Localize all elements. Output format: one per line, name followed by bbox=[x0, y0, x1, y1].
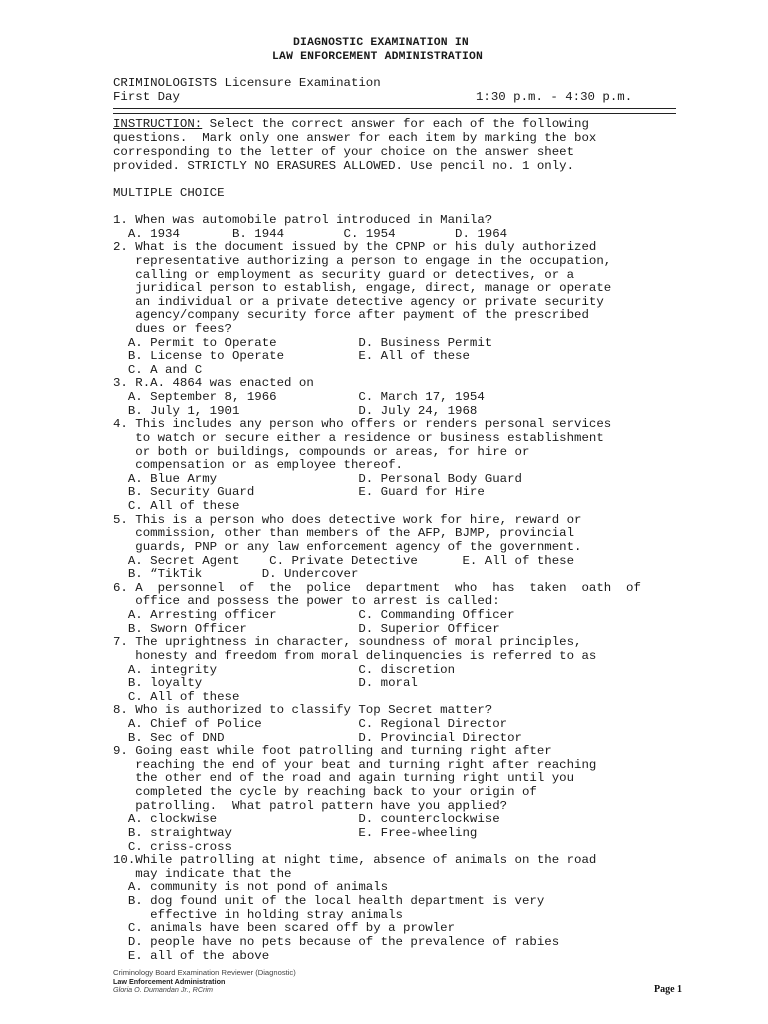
page-number: Page 1 bbox=[654, 984, 683, 995]
instruction-text-1: Select the correct answer for each of the following bbox=[202, 117, 589, 131]
answer-line: effective in holding stray animals bbox=[113, 907, 403, 922]
answer-line: reaching the end of your beat and turning right after reaching bbox=[113, 757, 597, 772]
answer-line: agency/company security force after payment of the prescribed bbox=[113, 308, 589, 323]
exam-name: CRIMINOLOGISTS Licensure Examination bbox=[113, 76, 381, 90]
exam-day: First Day bbox=[113, 90, 180, 104]
answer-line: commission, other than members of the AFP, BJMP, provincial bbox=[113, 526, 575, 541]
answer-line: B. “TikTik D. Undercover bbox=[113, 567, 359, 582]
answer-line: office and possess the power to arrest is called: bbox=[113, 594, 500, 609]
question-stem-line: 10.While patrolling at night time, absence of animals on the road bbox=[113, 853, 597, 868]
question-stem-line: 3. R.A. 4864 was enacted on bbox=[113, 376, 314, 391]
instruction-line-3: corresponding to the letter of your choice on the answer sheet bbox=[113, 145, 575, 159]
answer-line: B. Sworn Officer D. Superior Officer bbox=[113, 621, 500, 636]
answer-line: to watch or secure either a residence or business establishment bbox=[113, 430, 604, 445]
question-stem-line: 7. The uprightness in character, soundness of moral principles, bbox=[113, 635, 582, 650]
answer-line: A. Permit to Operate D. Business Permit bbox=[113, 335, 493, 350]
answer-line: B. Security Guard E. Guard for Hire bbox=[113, 485, 485, 500]
answer-line: juridical person to establish, engage, direct, manage or operate bbox=[113, 281, 612, 296]
answer-line: representative authorizing a person to engage in the occupation, bbox=[113, 253, 612, 268]
answer-line: A. clockwise D. counterclockwise bbox=[113, 812, 500, 827]
question-stem-line: 4. This includes any person who offers or renders personal services bbox=[113, 417, 612, 432]
answer-line: A. community is not pond of animals bbox=[113, 880, 389, 895]
answer-line: may indicate that the bbox=[113, 866, 292, 881]
answer-line: calling or employment as security guard or detectives, or a bbox=[113, 267, 575, 282]
answer-line: C. criss-cross bbox=[113, 839, 232, 854]
instruction-line-4: provided. STRICTLY NO ERASURES ALLOWED. Use pencil no. 1 only. bbox=[113, 159, 575, 173]
answer-line: completed the cycle by reaching back to your origin of bbox=[113, 785, 537, 799]
answer-line: E. all of the above bbox=[113, 948, 270, 963]
question-stem-line: 8. Who is authorized to classify Top Secret matter? bbox=[113, 703, 493, 718]
question-stem-line: 2. What is the document issued by the CPNP or his duly authorized bbox=[113, 240, 597, 255]
answer-line: A. Arresting officer C. Commanding Officer bbox=[113, 608, 515, 622]
footer-subject: Law Enforcement Administration bbox=[113, 977, 226, 986]
answer-line: an individual or a private detective agency or private security bbox=[113, 294, 604, 309]
answer-line: C. animals have been scared off by a prowler bbox=[113, 921, 456, 936]
answer-line: B. dog found unit of the local health department is very bbox=[113, 894, 545, 908]
answer-line: A. Secret Agent C. Private Detective E. All of these bbox=[113, 553, 575, 568]
answer-line: B. Sec of DND D. Provincial Director bbox=[113, 730, 522, 745]
answer-line: B. July 1, 1901 D. July 24, 1968 bbox=[113, 403, 478, 418]
answer-line: D. people have no pets because of the prevalence of rabies bbox=[113, 934, 560, 949]
answer-line: compensation or as employee thereof. bbox=[113, 458, 403, 473]
answer-line: C. A and C bbox=[113, 362, 203, 377]
double-rule-separator bbox=[113, 108, 676, 114]
answer-line: A. integrity C. discretion bbox=[113, 662, 456, 677]
question-stem-line: 5. This is a person who does detective work for hire, reward or bbox=[113, 512, 582, 527]
answer-line: C. All of these bbox=[113, 689, 240, 704]
answer-line: B. straightway E. Free-wheeling bbox=[113, 825, 478, 840]
answer-line: A. Blue Army D. Personal Body Guard bbox=[113, 471, 522, 486]
instruction-label: INSTRUCTION: bbox=[113, 117, 203, 131]
title-line-1: DIAGNOSTIC EXAMINATION IN bbox=[293, 37, 469, 49]
footer-reviewer-title: Criminology Board Examination Reviewer (Diagnostic) bbox=[113, 968, 296, 977]
answer-line: guards, PNP or any law enforcement agency of the government. bbox=[113, 539, 582, 554]
answer-line: the other end of the road and again turning right until you bbox=[113, 771, 575, 786]
answer-line: honesty and freedom from moral delinquencies is referred to as bbox=[113, 648, 597, 663]
answer-line: or both or buildings, compounds or areas, for hire or bbox=[113, 444, 530, 459]
answer-line: patrolling. What patrol pattern have you applied? bbox=[113, 798, 508, 813]
title-line-2: LAW ENFORCEMENT ADMINISTRATION bbox=[272, 51, 484, 63]
answer-line: A. 1934 B. 1944 C. 1954 D. 1964 bbox=[113, 226, 508, 241]
question-stem-line: 1. When was automobile patrol introduced in Manila? bbox=[113, 213, 493, 227]
question-stem-line: 6. A personnel of the police department who has taken oath of bbox=[113, 580, 641, 595]
section-title: MULTIPLE CHOICE bbox=[113, 186, 225, 200]
answer-line: A. Chief of Police C. Regional Director bbox=[113, 716, 508, 731]
answer-line: B. License to Operate E. All of these bbox=[113, 349, 470, 364]
answer-line: A. September 8, 1966 C. March 17, 1954 bbox=[113, 390, 485, 405]
exam-time: 1:30 p.m. - 4:30 p.m. bbox=[476, 90, 633, 104]
footer-author: Gloria O. Dumandan Jr., RCrim bbox=[113, 985, 213, 994]
answer-line: dues or fees? bbox=[113, 322, 232, 336]
answer-line: C. All of these bbox=[113, 499, 240, 513]
question-stem-line: 9. Going east while foot patrolling and turning right after bbox=[113, 744, 552, 759]
instruction-line-1 bbox=[113, 118, 589, 132]
answer-line: B. loyalty D. moral bbox=[113, 676, 418, 691]
instruction-line-2: questions. Mark only one answer for each item by marking the box bbox=[113, 131, 597, 145]
